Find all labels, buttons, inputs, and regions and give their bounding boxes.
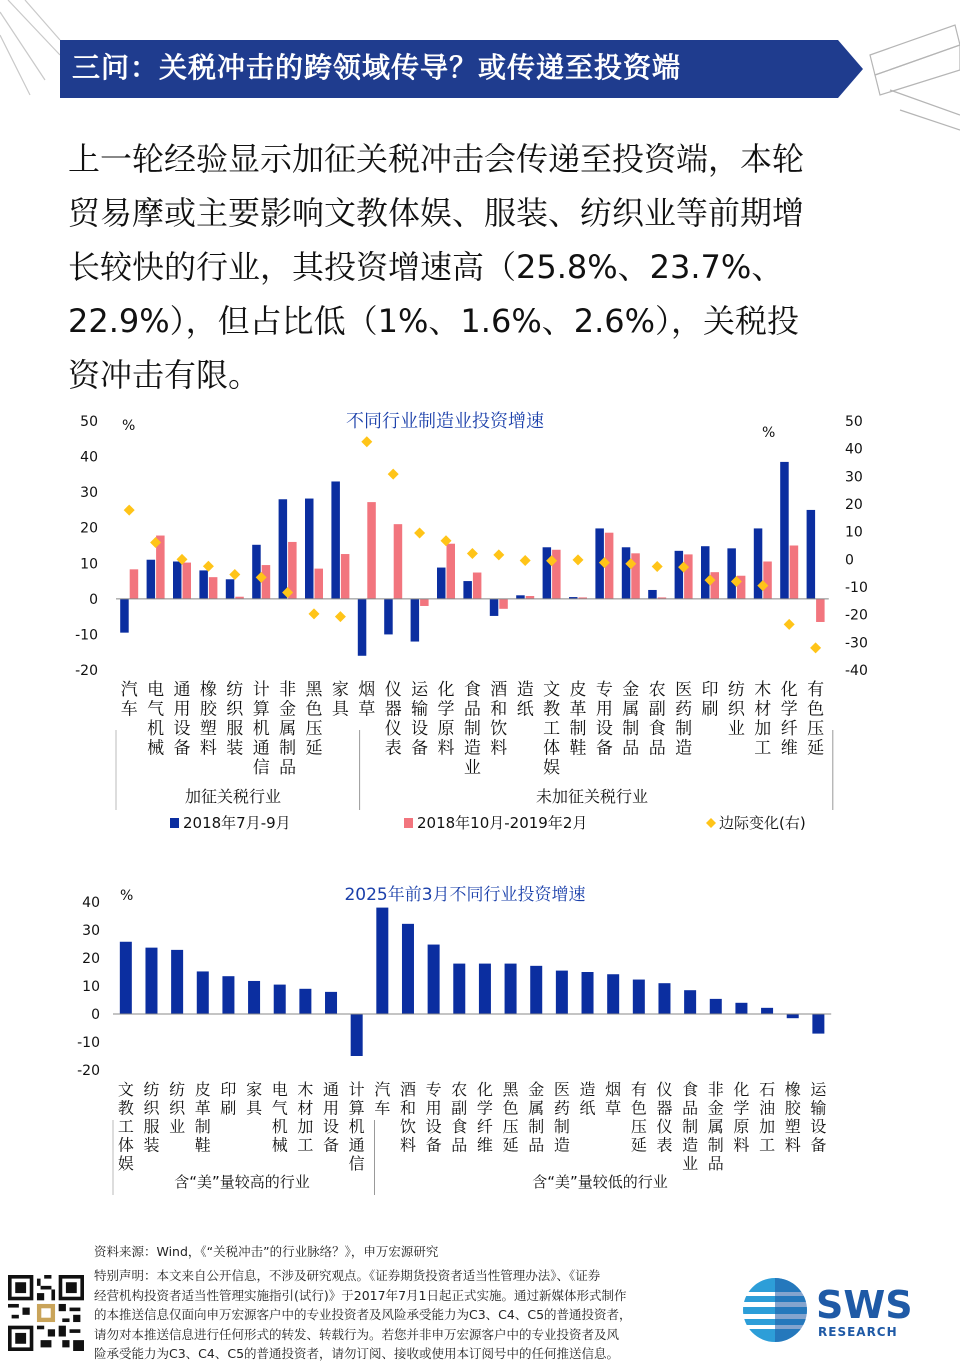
bar-2018q4-2019 [711,572,720,599]
bar-2025q1 [197,971,209,1014]
x-category-label: 计算机通信 [252,680,270,778]
x-category-label: 化学纤维 [780,680,798,759]
bar-2018q3 [331,481,340,598]
bar-2018q3 [701,546,710,599]
y-tick-right: 40 [845,441,863,458]
diamond-marginal-change [810,642,821,653]
summary-line: 上一轮经验显示加征关税冲击会传递至投资端，本轮 [68,140,805,178]
x-category-label: 酒和饮料 [490,680,508,759]
bar-2018q3 [463,581,472,599]
chart-title: 不同行业制造业投资增速 [346,411,544,432]
x-category-label: 黑色压延 [502,1080,519,1155]
bar-2018q3 [648,590,657,599]
x-category-label: 农副食品 [451,1080,468,1155]
x-category-label: 金属制品 [622,680,640,759]
y-tick-right: -30 [845,635,868,652]
x-category-label: 计算机通信 [348,1080,365,1173]
bar-2025q1 [145,948,157,1014]
diamond-marginal-change [229,569,240,580]
bar-2025q1 [658,983,670,1014]
disclaimer-line: 特别声明：本文来自公开信息，不涉及研究观点。《证券期货投资者适当性管理办法》、《证券 [94,1268,601,1283]
x-category-label: 造纸 [579,1080,596,1118]
bar-2025q1 [120,942,132,1014]
disclaimer-line: 经营机构投资者适当性管理实施指引(试行)》于2017年7月1日起正式实施。通过新媒体形式制作 [94,1287,627,1303]
legend-swatch-2018q3 [170,818,179,828]
y-tick-left: 0 [89,591,98,608]
y-axis-unit-right: % [762,425,776,441]
bar-2025q1 [325,992,337,1014]
bar-2018q4-2019 [341,554,350,599]
x-category-label: 纺织业 [727,680,745,739]
y-tick-left: 40 [80,449,98,466]
x-category-label: 印刷 [220,1080,237,1118]
x-category-label: 农副食品 [648,680,666,759]
x-category-label: 通用设备 [323,1080,340,1155]
x-category-label: 仪器仪表 [384,680,402,759]
x-category-label: 印刷 [701,680,719,720]
summary-line: 贸易摩或主要影响文教体娱、服装、纺织业等前期增 [68,194,805,232]
bar-2018q3 [780,462,789,599]
bar-2018q3 [490,599,499,616]
y-tick-left: 50 [80,414,98,430]
diamond-marginal-change [361,436,372,447]
x-category-label: 医药制造 [553,1080,570,1155]
y-tick-right: -40 [845,663,868,679]
y-tick-left: -10 [75,627,98,644]
y-tick-right: 0 [845,552,854,569]
x-category-label: 家具 [331,680,349,720]
bar-2018q3 [279,499,288,599]
diamond-marginal-change [414,528,425,539]
bar-2018q3 [252,545,261,599]
bar-2025q1 [556,971,568,1014]
diamond-marginal-change [784,619,795,630]
bar-2018q4-2019 [367,502,376,599]
group-label-no-tariff: 未加征关税行业 [535,787,649,806]
y-tick-left: 10 [80,556,98,573]
y-tick-left: -20 [75,663,98,679]
bar-2018q4-2019 [130,569,139,599]
x-category-label: 橡胶塑料 [784,1080,801,1155]
bar-2018q3 [437,568,446,599]
y-axis-unit-left: % [122,418,136,434]
bar-2025q1 [505,964,517,1014]
bar-2018q3 [807,510,816,599]
sws-globe-icon [743,1278,807,1342]
bar-2025q1 [761,1008,773,1014]
bar-2018q3 [622,547,631,599]
x-category-label: 文教工体娱 [543,680,561,778]
summary-line: 资冲击有限。 [68,356,261,394]
x-category-label: 金属制品 [528,1080,545,1155]
x-category-label: 纺织业 [169,1080,186,1136]
bar-2018q4-2019 [763,562,772,599]
x-category-label: 仪器仪表 [656,1080,673,1155]
x-category-label: 皮革制鞋 [194,1080,211,1155]
x-category-label: 文教工体娱 [117,1080,134,1173]
bar-2018q4-2019 [394,524,403,599]
bar-2018q3 [305,499,314,599]
y-tick-right: 30 [845,469,863,486]
source-note: 资料来源：Wind，《“关税冲击”的行业脉络？》，申万宏源研究 [94,1244,439,1259]
chart-investment-growth-2018 [0,400,960,850]
x-category-label: 运输设备 [810,1080,827,1155]
group-label-high-us: 含“美”量较高的行业 [174,1173,310,1191]
bar-2018q4-2019 [684,554,693,598]
y-tick: -10 [77,1035,100,1051]
summary-paragraph [68,132,918,402]
bar-2025q1 [402,924,414,1014]
bar-2025q1 [812,1014,824,1034]
x-category-label: 石油加工 [759,1080,776,1155]
x-category-label: 专用设备 [595,680,613,759]
x-category-label: 食品制造业 [682,1080,699,1173]
x-category-label: 化学原料 [437,680,455,759]
legend-swatch-marginal [706,818,716,828]
y-tick-right: 50 [845,414,863,430]
bar-2018q4-2019 [209,577,218,599]
bar-2018q3 [516,595,525,599]
x-category-label: 电气机械 [147,680,165,759]
bar-2018q4-2019 [183,563,192,599]
bar-2018q4-2019 [473,573,482,599]
y-tick-right: -10 [845,580,868,596]
bar-2018q3 [120,599,129,633]
y-tick: 40 [82,895,100,911]
bar-2025q1 [274,985,286,1014]
bar-2025q1 [299,989,311,1014]
y-tick-right: 20 [845,497,863,513]
logo-text: SWS [816,1283,913,1327]
bar-2018q3 [147,560,156,599]
bar-2025q1 [582,972,594,1014]
bar-2025q1 [735,1003,747,1014]
legend-label: 2018年10月-2019年2月 [417,814,588,832]
diamond-marginal-change [309,608,320,619]
x-category-label: 有色压延 [807,680,825,759]
x-category-label: 汽车 [120,680,138,720]
bar-2025q1 [787,1014,799,1018]
bar-2018q3 [727,548,736,599]
bar-2025q1 [248,981,260,1014]
y-tick: -20 [77,1063,100,1079]
bar-2025q1 [530,966,542,1014]
bar-2018q3 [411,599,420,642]
x-category-label: 木材加工 [754,680,772,759]
x-category-label: 运输设备 [411,680,429,759]
qr-code-icon [8,1275,84,1351]
bar-2018q3 [675,551,684,599]
y-tick: 30 [82,923,100,939]
legend-label: 边际变化(右) [719,814,806,832]
diamond-marginal-change [388,469,399,480]
disclaimer-line: 的本推送信息仅面向申万宏源客户中的专业投资者及风险承受能力为C3、C4、C5的普通投资者， [94,1307,632,1322]
diamond-marginal-change [493,549,504,560]
bar-2025q1 [479,964,491,1014]
bar-2018q4-2019 [447,544,456,599]
diamond-marginal-change [335,611,346,622]
bar-2018q4-2019 [420,599,429,606]
legend-swatch-2018q4-2019 [404,818,413,828]
bar-2025q1 [171,950,183,1014]
x-category-label: 酒和饮料 [399,1080,416,1155]
diamond-marginal-change [467,548,478,559]
summary-line: 22.9%），但占比低（1%、1.6%、2.6%），关税投 [68,302,800,340]
diamond-marginal-change [124,505,135,516]
x-category-label: 烟草 [358,680,376,720]
bar-2025q1 [428,945,440,1014]
x-category-label: 医药制造 [675,680,693,759]
x-category-label: 电气机械 [271,1080,288,1155]
bar-2018q3 [199,570,208,598]
y-tick-left: 30 [80,485,98,502]
bar-2025q1 [684,990,696,1014]
bar-2025q1 [453,964,465,1014]
x-category-label: 造纸 [516,680,534,720]
legend-label: 2018年7月-9月 [183,814,291,832]
disclaimer [94,1266,734,1364]
bar-2018q4-2019 [499,599,508,609]
bar-2025q1 [376,908,388,1014]
bar-2018q3 [384,599,393,635]
y-tick: 20 [82,951,100,967]
bar-2018q3 [226,579,235,599]
bar-2025q1 [351,1014,363,1056]
y-tick-right: -20 [845,607,868,624]
chart-title: 2025年前3月不同行业投资增速 [344,885,586,905]
bar-2018q3 [358,599,367,656]
y-tick-right: 10 [845,524,863,541]
x-category-label: 有色压延 [630,1080,647,1155]
x-category-label: 化学原料 [733,1080,750,1155]
y-tick: 10 [82,979,100,995]
x-category-label: 木材加工 [297,1080,314,1155]
x-category-label: 通用设备 [173,680,191,759]
diamond-marginal-change [573,554,584,565]
bar-2018q4-2019 [790,546,799,599]
y-tick-left: 20 [80,520,98,537]
bar-2025q1 [633,980,645,1014]
x-category-label: 专用设备 [425,1080,442,1155]
x-category-label: 化学纤维 [476,1080,493,1155]
x-category-label: 皮革制鞋 [569,680,587,759]
group-label-low-us: 含“美”量较低的行业 [532,1173,668,1191]
logo-subtext: RESEARCH [818,1325,898,1339]
bar-2018q4-2019 [315,569,324,599]
bar-2025q1 [607,974,619,1014]
disclaimer-line: 险承受能力为C3、C4、C5的普通投资者，请勿订阅、接收或使用本订阅号中的任何推送信息。 [94,1346,620,1361]
x-category-label: 橡胶塑料 [199,680,217,759]
y-axis-unit: % [120,888,134,904]
disclaimer-line: 请勿对本推送信息进行任何形式的转发、转载行为。若您并非申万宏源客户中的专业投资者及风 [94,1326,620,1342]
x-category-label: 烟草 [605,1080,622,1118]
x-category-label: 食品制造业 [463,680,481,778]
x-category-label: 家具 [246,1080,263,1118]
bar-2018q4-2019 [262,565,271,599]
diamond-marginal-change [652,561,663,572]
x-category-label: 纺织服装 [143,1080,160,1155]
group-label-tariff: 加征关税行业 [184,787,282,806]
diamond-marginal-change [520,555,531,566]
bar-2025q1 [710,999,722,1014]
bar-2025q1 [222,976,234,1014]
sws-logo [740,1272,940,1352]
summary-line: 长较快的行业，其投资增速高（25.8%、23.7%、 [68,248,784,286]
page-title: 三问：关税冲击的跨领域传导？或传递至投资端 [72,51,682,84]
x-category-label: 汽车 [374,1080,391,1118]
x-category-label: 纺织服装 [226,680,244,759]
diamond-marginal-change [203,561,214,572]
x-category-label: 非金属制品 [279,680,297,778]
bar-2018q3 [173,562,182,599]
bar-2018q3 [543,547,552,599]
bar-2018q4-2019 [816,599,825,622]
x-category-label: 非金属制品 [707,1080,724,1173]
y-tick: 0 [91,1007,100,1023]
x-category-label: 黑色压延 [305,680,323,759]
chart-investment-growth-2025 [0,870,960,1200]
